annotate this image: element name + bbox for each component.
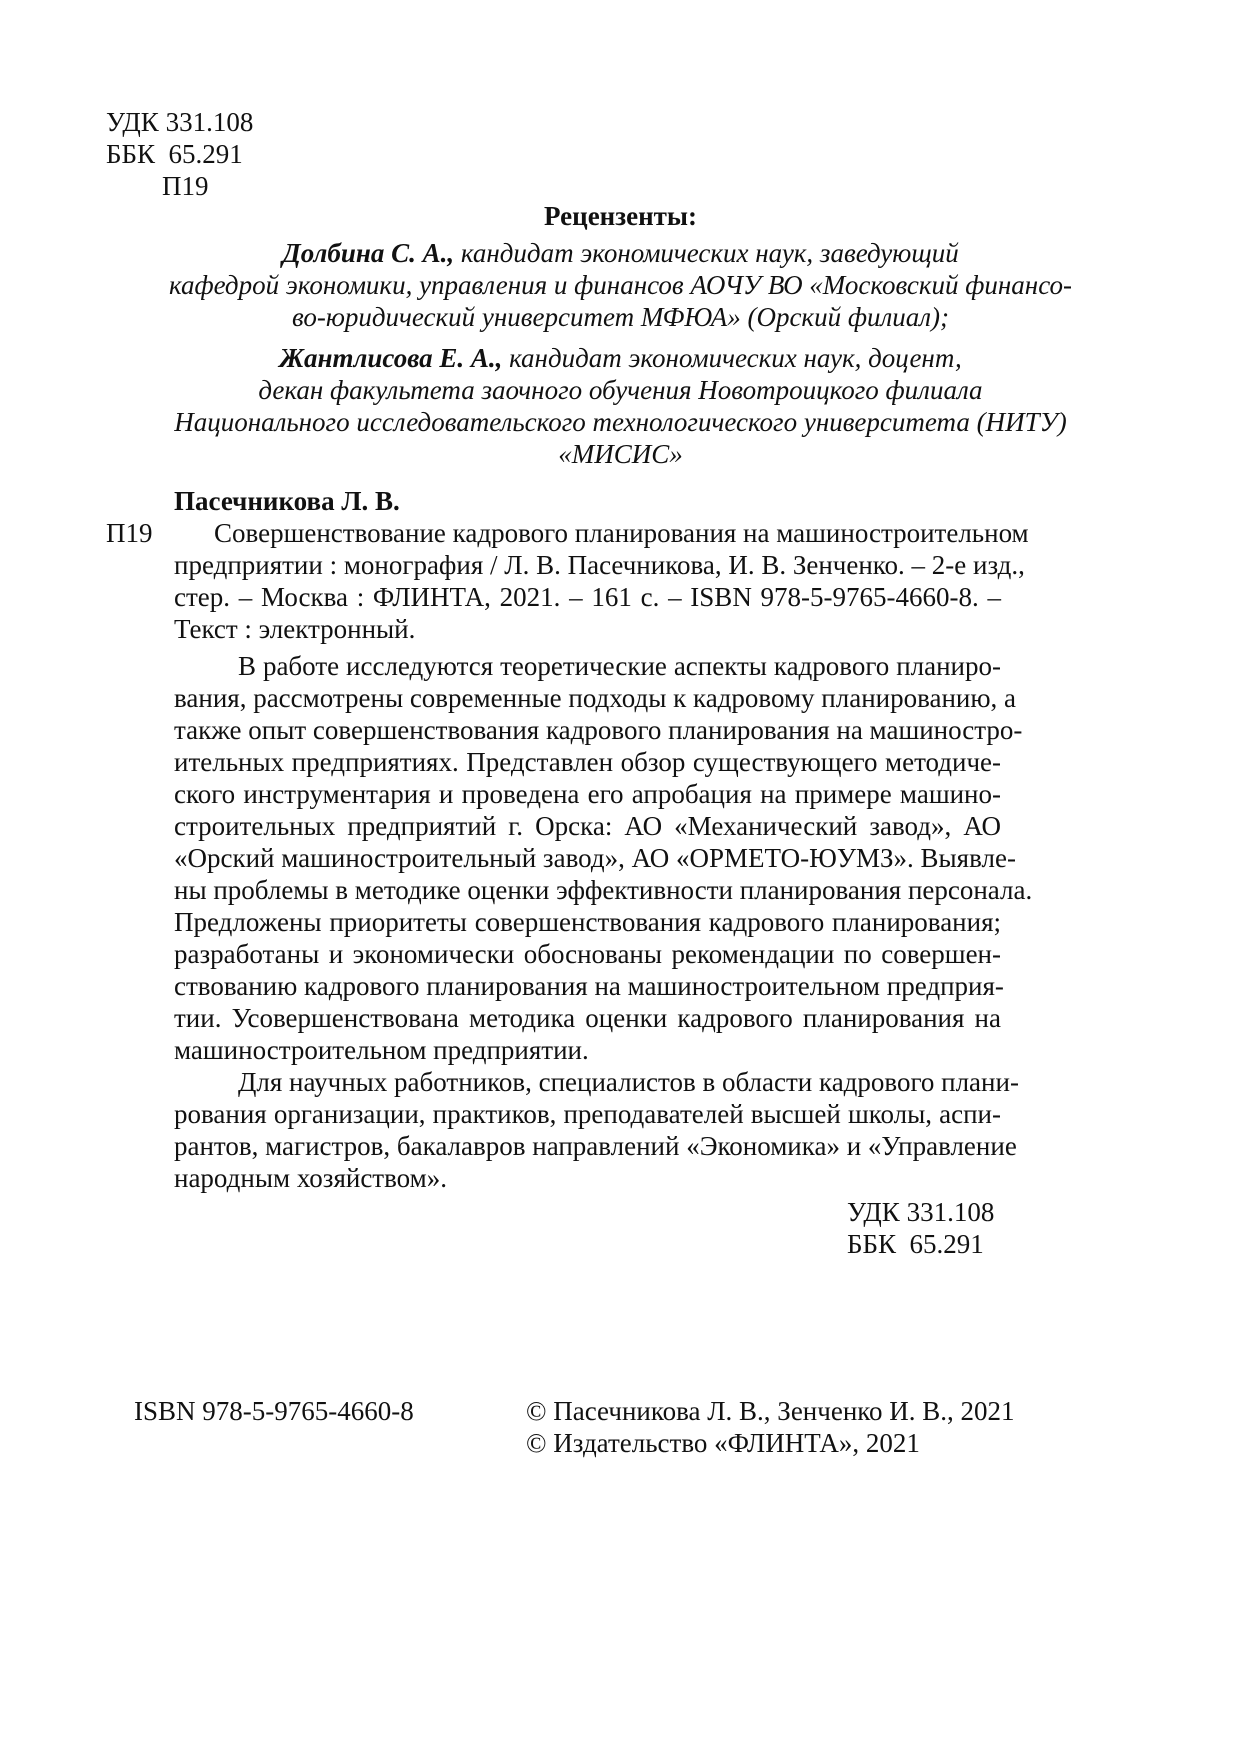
abstract-p1-line: разработаны и экономически обоснованы рекомендации по совершен-	[174, 939, 1001, 969]
reviewer1-name: Долбина С. А.,	[282, 238, 455, 268]
reviewer2-line1	[0, 342, 1241, 375]
abstract-p1-line: строительных предприятий г. Орска: АО «Механический завод», АО	[174, 811, 1001, 841]
abstract-p2-line: рантов, магистров, бакалавров направлений «Экономика» и «Управление	[174, 1131, 1017, 1161]
reviewer2-line4: «МИСИС»	[558, 439, 683, 469]
bib-line-3: стер. – Москва : ФЛИНТА, 2021. – 161 с. – ISBN 978-5-9765-4660-8. –	[174, 582, 1001, 612]
udk-code: УДК 331.108	[106, 107, 254, 137]
reviewers-title: Рецензенты:	[544, 201, 697, 231]
reviewer2-title: кандидат экономических наук, доцент,	[502, 343, 962, 373]
reviewer2-line3: Национального исследовательского технологического университета (НИТУ)	[174, 407, 1067, 437]
abstract-p2-line: народным хозяйством».	[174, 1163, 447, 1193]
abstract-p1-line: Предложены приоритеты совершенствования кадрового планирования;	[174, 907, 1001, 937]
bib-code: П19	[106, 518, 153, 548]
reviewer1-line1	[0, 237, 1241, 270]
abstract-p1-line: ского инструментария и проведена его апробация на примере машино-	[174, 779, 1001, 809]
abstract-p1-line: вания, рассмотрены современные подходы к кадровому планированию, а	[174, 683, 1017, 713]
reviewer1-line3: во-юридический университет МФЮА» (Орский филиал);	[291, 302, 950, 332]
abstract-p1-line: тии. Усовершенствована методика оценки кадрового планирования на	[174, 1003, 1001, 1033]
abstract-p2-line: рования организации, практиков, преподавателей высшей школы, аспи-	[174, 1099, 1001, 1129]
reviewer1-line2: кафедрой экономики, управления и финансов АОЧУ ВО «Московский финансо-	[168, 270, 1072, 300]
bib-line-4: Текст : электронный.	[174, 614, 416, 644]
bbk-code: ББК 65.291	[106, 139, 243, 169]
footer-udk-code: УДК 331.108	[847, 1197, 995, 1227]
reviewer2-line2: декан факультета заочного обучения Новотроицкого филиала	[258, 375, 983, 405]
abstract-p1-line: «Орский машиностроительный завод», АО «ОРМЕТО-ЮУМЗ». Выявле-	[174, 843, 1016, 873]
abstract-p2-line: Для научных работников, специалистов в области кадрового плани-	[238, 1067, 1019, 1097]
abstract-p1-line: ительных предприятиях. Представлен обзор существующего методиче-	[174, 747, 1001, 777]
abstract-p1-line: В работе исследуются теоретические аспекты кадрового планиро-	[238, 651, 1001, 681]
reviewer1-title: кандидат экономических наук, заведующий	[454, 238, 959, 268]
reviewer2-name: Жантлисова Е. А.,	[279, 343, 503, 373]
abstract-p1-line: машиностроительном предприятии.	[174, 1035, 589, 1065]
bib-line-1: Совершенствование кадрового планирования на машиностроительном	[214, 518, 1029, 548]
author-code: П19	[162, 171, 209, 201]
bib-line-2: предприятии : монография / Л. В. Пасечникова, И. В. Зенченко. – 2-е изд.,	[174, 550, 1025, 580]
bib-author: Пасечникова Л. В.	[174, 486, 400, 516]
abstract-p1-line: ствованию кадрового планирования на машиностроительном предприя-	[174, 971, 1004, 1001]
copyright-publisher: © Издательство «ФЛИНТА», 2021	[526, 1428, 920, 1458]
abstract-p1-line: ны проблемы в методике оценки эффективности планирования персонала.	[174, 875, 1033, 905]
footer-bbk-code: ББК 65.291	[847, 1229, 984, 1259]
copyright-authors: © Пасечникова Л. В., Зенченко И. В., 2021	[526, 1396, 1015, 1426]
abstract-p1-line: также опыт совершенствования кадрового планирования на машиностро-	[174, 715, 1023, 745]
isbn: ISBN 978-5-9765-4660-8	[134, 1396, 414, 1426]
